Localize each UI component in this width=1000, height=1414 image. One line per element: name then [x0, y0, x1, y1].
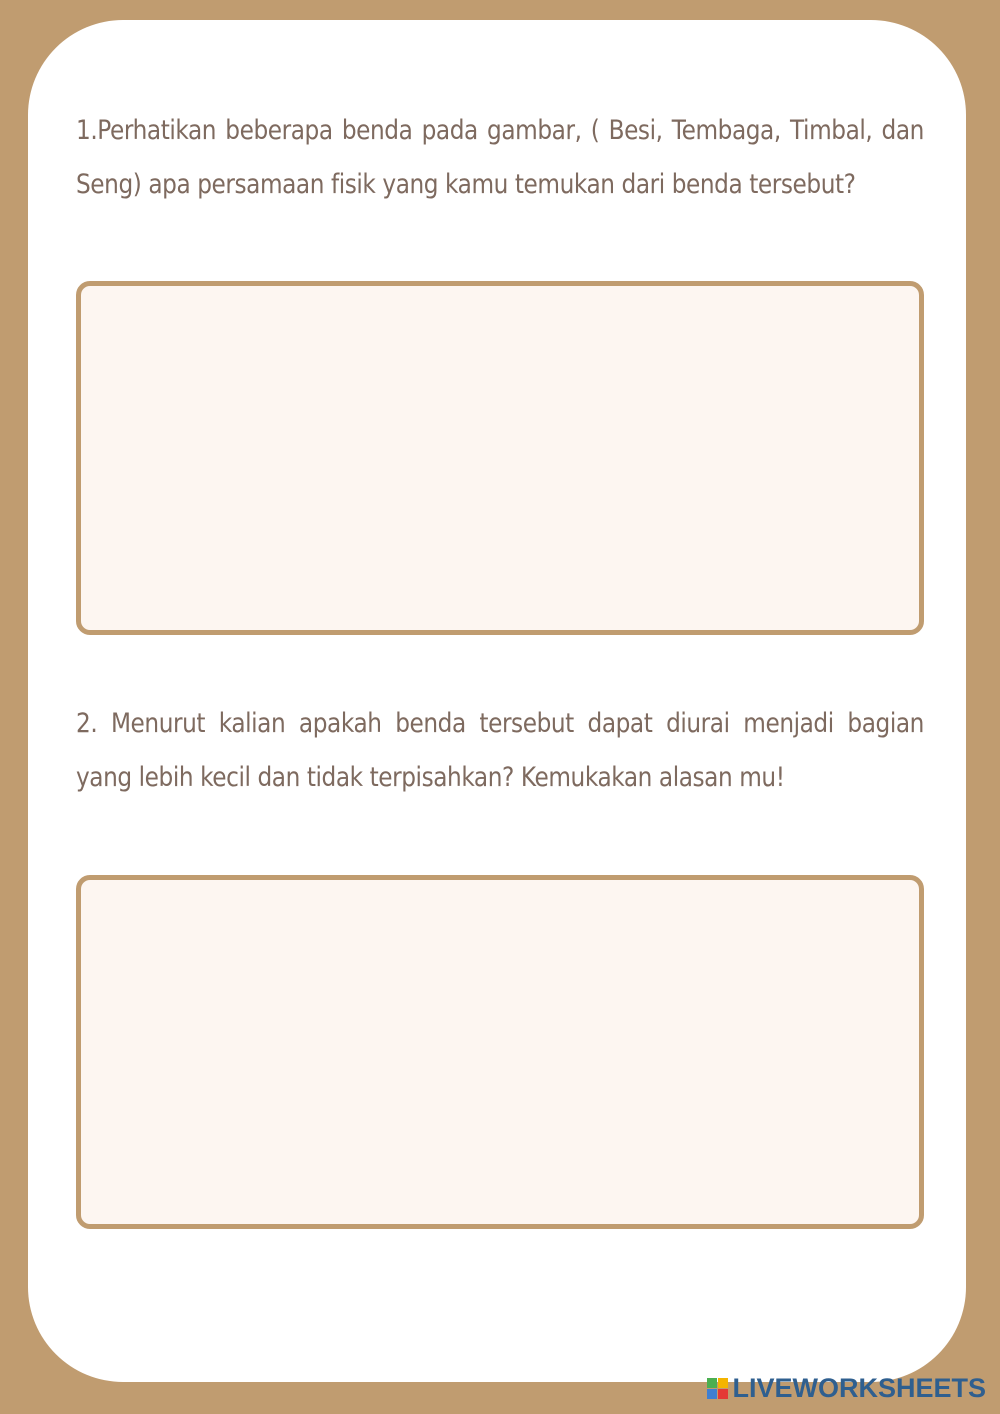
question-2-text: 2. Menurut kalian apakah benda tersebut dapat diurai menjadi bagian yang lebih kecil dan tidak terpisahkan? Kemukakan alasan mu!: [76, 708, 924, 793]
logo-square-yellow: [718, 1378, 728, 1388]
logo-square-green: [707, 1378, 717, 1388]
brand-name: LIVEWORKSHEETS: [732, 1373, 986, 1403]
question-1-text: 1.Perhatikan beberapa benda pada gambar, ( Besi, Tembaga, Timbal, dan Seng) apa persamaan fisik yang kamu temukan dari benda tersebut?: [76, 115, 924, 200]
liveworksheets-brand: [707, 1373, 986, 1404]
logo-square-blue: [707, 1389, 717, 1399]
answer-box-1[interactable]: [76, 281, 924, 635]
liveworksheets-logo-icon: [707, 1378, 728, 1399]
answer-box-2[interactable]: [76, 875, 924, 1229]
logo-square-red: [718, 1389, 728, 1399]
